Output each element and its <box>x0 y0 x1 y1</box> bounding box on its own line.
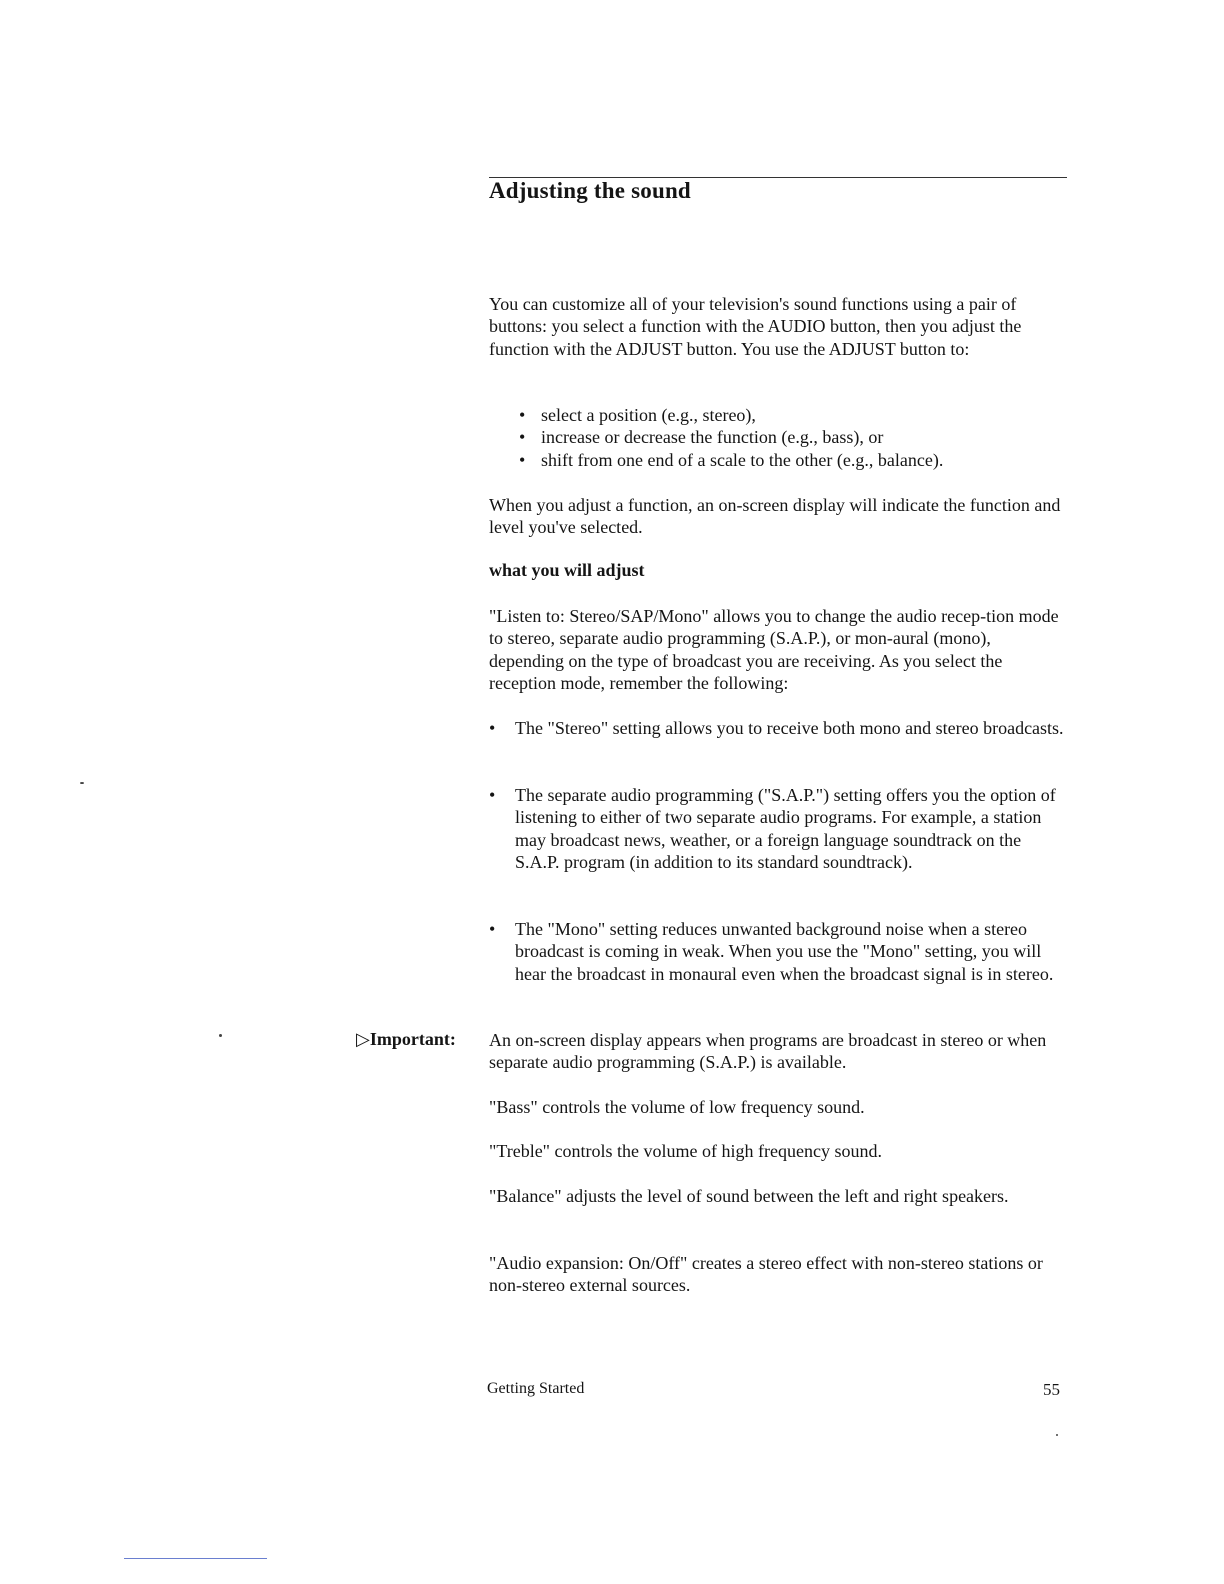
intro-paragraph: You can customize all of your television's sound functions using a pair of buttons: you select a function with the AUDIO button, then you adjust the function with the ADJUST button. You use the ADJUST button to: <box>489 294 1022 359</box>
list-item-text: The separate audio programming ("S.A.P.") setting offers you the option of listening to either of two separate audio programs. For example, a station may broadcast news, weather, or a foreign language soundtrack on the S.A.P. program (in addition to its standard soundtrack). <box>515 785 1056 872</box>
bullet: • <box>489 785 496 805</box>
list-item: • shift from one end of a scale to the other (e.g., balance). <box>519 449 943 471</box>
treble-paragraph: "Treble" controls the volume of high frequency sound. <box>489 1141 882 1161</box>
listen-to-paragraph: "Listen to: Stereo/SAP/Mono" allows you to change the audio recep-tion mode to stereo, separate audio programming (S.A.P.), or mon-aural (mono), depending on the type of broadcast you are receiving. As you select the reception mode, remember the following: <box>489 606 1059 693</box>
list-item-text: The "Mono" setting reduces unwanted background noise when a stereo broadcast is coming in weak. When you use the "Mono" setting, you will hear the broadcast in monaural even when the broadcast signal is in stereo. <box>515 919 1054 984</box>
list-item <box>489 784 1069 873</box>
display-note-paragraph: When you adjust a function, an on-screen display will indicate the function and level you've selected. <box>489 495 1061 538</box>
page-number: 55 <box>1043 1380 1060 1399</box>
audio-expansion-paragraph: "Audio expansion: On/Off" creates a stereo effect with non-stereo stations or non-stereo external sources. <box>489 1253 1043 1296</box>
subheading: what you will adjust <box>489 560 645 580</box>
list-item: • increase or decrease the function (e.g., bass), or <box>519 426 943 448</box>
list-item <box>489 717 1069 739</box>
list-item: • select a position (e.g., stereo), <box>519 404 943 426</box>
triangle-icon: ▷ <box>356 1029 370 1049</box>
bass-paragraph: "Bass" controls the volume of low frequency sound. <box>489 1097 865 1117</box>
important-note: An on-screen display appears when programs are broadcast in stereo or when separate audio programming (S.A.P.) is available. <box>489 1030 1047 1073</box>
balance-paragraph: "Balance" adjusts the level of sound between the left and right speakers. <box>489 1186 1009 1206</box>
section-title: Adjusting the sound <box>489 178 691 203</box>
scan-speck <box>219 1034 222 1037</box>
bullet: • <box>489 919 496 939</box>
scan-speck <box>80 782 84 784</box>
footer-section: Getting Started <box>487 1380 585 1397</box>
adjust-uses-list <box>519 404 943 471</box>
list-item <box>489 918 1069 985</box>
important-label-text: Important: <box>369 1029 456 1049</box>
bullet: • <box>489 718 496 738</box>
bottom-rule <box>124 1558 267 1559</box>
important-label <box>356 1028 456 1050</box>
list-item-text: The "Stereo" setting allows you to receive both mono and stereo broadcasts. <box>515 718 1064 738</box>
scan-speck <box>1056 1434 1058 1436</box>
